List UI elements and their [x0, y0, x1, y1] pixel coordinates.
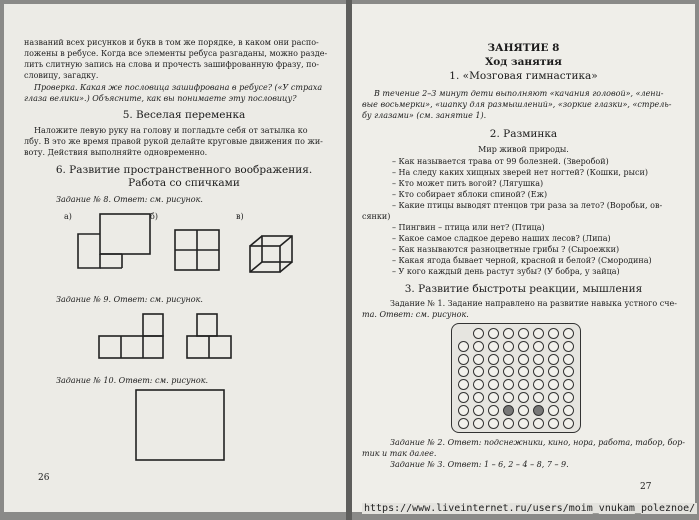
section1-line-3: бу глазами» (см. занятие 1).: [362, 111, 487, 120]
grid-circle: [563, 379, 574, 390]
figure-b-label: б): [150, 212, 158, 221]
source-watermark: https://www.liveinternet.ru/users/moim_vnukam_poleznoe/: [364, 503, 696, 514]
figure-a-label: а): [64, 212, 72, 221]
grid-circle: [533, 418, 544, 429]
grid-circle: [563, 354, 574, 365]
grid-circle: [533, 405, 544, 416]
grid-circle: [503, 328, 514, 339]
grid-circle: [458, 341, 469, 352]
task10-label: Задание № 10. Ответ: см. рисунок.: [56, 376, 209, 385]
grid-circle: [518, 405, 529, 416]
grid-circle: [473, 379, 484, 390]
grid-circle: [473, 328, 484, 339]
grid-circle: [548, 379, 559, 390]
grid-circle: [533, 366, 544, 377]
grid-circle: [488, 418, 499, 429]
grid-circle: [503, 379, 514, 390]
grid-circle: [458, 405, 469, 416]
matchstick-figure-task9: [97, 310, 247, 364]
grid-circle: [533, 379, 544, 390]
grid-circle: [548, 392, 559, 403]
task9-label: Задание № 9. Ответ: см. рисунок.: [56, 295, 203, 304]
section1-title: 1. «Мозговая гимнастика»: [449, 70, 598, 82]
figure-v-label: в): [236, 212, 244, 221]
grid-circle: [503, 405, 514, 416]
warmup-question-4: – Кто собирает яблоки спиной? (Еж): [392, 190, 548, 199]
grid-circle: [518, 392, 529, 403]
check-line-1: Проверка. Какая же пословица зашифрована в ребусе? («У страха: [34, 83, 323, 92]
section1-line-2: вые восьмерки», «шапку для размышлений», «зоркие глазки», «стрель-: [362, 100, 672, 109]
grid-circle: [533, 341, 544, 352]
grid-circle: [518, 418, 529, 429]
grid-circle: [533, 328, 544, 339]
section1-line-1: В течение 2–3 минут дети выполняют «качания головой», «лени-: [374, 89, 664, 98]
matchstick-figure-task10: [134, 388, 228, 464]
warmup-question-8: – Как называются разноцветные грибы ? (Сыроежки): [392, 245, 620, 254]
grid-circle: [503, 392, 514, 403]
task1-line-1: Задание № 1. Задание направлено на развитие навыка устного сче-: [390, 299, 677, 308]
section5-title: 5. Веселая переменка: [122, 109, 246, 121]
section6-title-2: Работа со спичками: [128, 177, 240, 189]
grid-circle: [548, 328, 559, 339]
warmup-question-5: – Какие птицы выводят птенцов три раза за лето? (Воробьи, ов-: [392, 201, 663, 210]
warmup-question-6: – Пингвин – птица или нет? (Птица): [392, 223, 545, 232]
grid-circle: [548, 354, 559, 365]
grid-circle: [473, 405, 484, 416]
grid-circle: [458, 366, 469, 377]
grid-circle: [503, 354, 514, 365]
section2-title: 2. Разминка: [489, 128, 558, 140]
warmup-question-1: – Как называется трава от 99 болезней. (Зверобой): [392, 157, 609, 166]
matchstick-figure-b: [173, 228, 223, 276]
grid-circle: [488, 405, 499, 416]
warmup-question-9: – Какая ягода бывает черной, красной и белой? (Смородина): [392, 256, 652, 265]
grid-circle: [548, 341, 559, 352]
number-circle-grid: [451, 323, 581, 433]
grid-circle: [488, 379, 499, 390]
left-text-line-4: словицу, загадку.: [24, 71, 99, 80]
warmup-question-5-cont: сянки): [362, 212, 391, 221]
task3-line: Задание № 3. Ответ: 1 – 6, 2 – 4 – 8, 7 – 9.: [390, 460, 569, 469]
course-title: Ход занятия: [485, 56, 562, 68]
grid-circle: [563, 405, 574, 416]
grid-circle: [563, 328, 574, 339]
grid-circle: [518, 366, 529, 377]
task2-line-2: тик и так далее.: [362, 449, 437, 458]
warmup-intro: Мир живой природы.: [478, 145, 569, 154]
left-text-line-2: ложены в ребусе. Когда все элементы ребуса разгаданы, можно разде-: [24, 49, 328, 58]
grid-circle: [518, 379, 529, 390]
grid-circle: [488, 354, 499, 365]
grid-circle: [548, 405, 559, 416]
grid-circle: [473, 341, 484, 352]
grid-circle: [503, 366, 514, 377]
grid-circle: [458, 354, 469, 365]
left-page-number: 26: [38, 473, 50, 483]
grid-circle: [488, 392, 499, 403]
right-page-number: 27: [640, 482, 652, 492]
grid-circle: [473, 418, 484, 429]
grid-circle: [503, 418, 514, 429]
grid-circle: [458, 418, 469, 429]
grid-circle: [473, 392, 484, 403]
grid-circle: [473, 366, 484, 377]
section5-line-2: лбу. В это же время правой рукой делайте круговые движения по жи-: [24, 137, 323, 146]
grid-circle: [458, 379, 469, 390]
warmup-question-2: – На следу каких хищных зверей нет ногтей? (Кошки, рыси): [392, 168, 648, 177]
section6-title-1: 6. Развитие пространственного воображения.: [55, 164, 313, 176]
left-text-line-1: названий всех рисунков и букв в том же порядке, в каком они распо-: [24, 38, 319, 47]
grid-circle: [488, 341, 499, 352]
left-text-line-3: лить слитную запись на слова и прочесть зашифрованную фразу, по-: [24, 60, 320, 69]
task1-line-2: та. Ответ: см. рисунок.: [362, 310, 469, 319]
lesson-title: ЗАНЯТИЕ 8: [487, 42, 560, 54]
grid-circle: [518, 328, 529, 339]
grid-circle: [563, 341, 574, 352]
grid-circle: [548, 366, 559, 377]
section3-title: 3. Развитие быстроты реакции, мышления: [404, 283, 643, 295]
grid-circle: [518, 341, 529, 352]
grid-circle: [458, 392, 469, 403]
grid-circle: [473, 354, 484, 365]
warmup-question-3: – Кто может пить вогой? (Лягушка): [392, 179, 544, 188]
warmup-question-7: – Какое самое сладкое дерево наших лесов? (Липа): [392, 234, 611, 243]
grid-circle: [503, 341, 514, 352]
grid-circle: [548, 418, 559, 429]
grid-circle: [518, 354, 529, 365]
grid-circle: [488, 366, 499, 377]
grid-circle: [563, 366, 574, 377]
task8-label: Задание № 8. Ответ: см. рисунок.: [56, 195, 203, 204]
section5-line-3: воту. Действия выполняйте одновременно.: [24, 148, 208, 157]
grid-circle: [488, 328, 499, 339]
grid-circle: [563, 392, 574, 403]
warmup-question-10: – У кого каждый день растут зубы? (У бобра, у зайца): [392, 267, 620, 276]
grid-circle: [563, 418, 574, 429]
matchstick-figure-v-cube: [248, 234, 298, 276]
section5-line-1: Наложите левую руку на голову и погладьте себя от затылка ко: [34, 126, 308, 135]
grid-circle: [533, 392, 544, 403]
task2-line-1: Задание № 2. Ответ: подснежники, кино, нора, работа, табор, бор-: [390, 438, 685, 447]
check-line-2: глаза велики».) Объясните, как вы понимаете эту пословицу?: [24, 94, 297, 103]
matchstick-figure-a: [74, 210, 154, 276]
grid-circle: [533, 354, 544, 365]
